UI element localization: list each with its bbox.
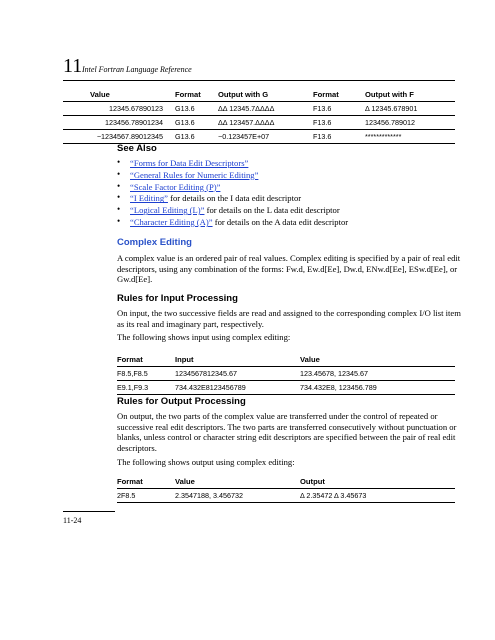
input-complex-table xyxy=(117,353,455,395)
link-description: for details on the A data edit descriptor xyxy=(212,216,349,227)
column-header: Input xyxy=(175,355,194,364)
table-cell: −1234567.89012345 xyxy=(63,130,175,144)
table-cell: G13.6 xyxy=(175,130,218,144)
table-cell: F8.5,F8.5 xyxy=(117,367,175,381)
table-row xyxy=(117,367,455,381)
column-header: Format xyxy=(313,90,339,99)
table-cell: ΔΔ 123457.ΔΔΔΔ xyxy=(218,116,313,130)
table-cell: ΔΔ 12345.7ΔΔΔΔ xyxy=(218,102,313,116)
link-scale-factor[interactable]: “Scale Factor Editing (P)” xyxy=(130,181,221,192)
list-item xyxy=(117,170,348,182)
bullet-icon: • xyxy=(117,215,121,226)
complex-editing-heading: Complex Editing xyxy=(117,237,192,248)
bullet-icon: • xyxy=(117,204,121,215)
link-description: for details on the L data edit descriptor xyxy=(204,205,340,216)
table-cell: 123.45678, 12345.67 xyxy=(300,367,455,381)
table-row xyxy=(63,116,455,130)
output-processing-heading: Rules for Output Processing xyxy=(117,396,246,407)
bullet-icon: • xyxy=(117,157,121,167)
table-cell: −0.123457E+07 xyxy=(218,130,313,144)
table-row xyxy=(63,102,455,116)
table-row xyxy=(117,489,455,503)
table-cell: 734.432E8, 123456.789 xyxy=(300,381,455,395)
see-also-heading: See Also xyxy=(117,143,157,154)
list-item xyxy=(117,182,348,194)
table-header-row xyxy=(117,475,455,489)
complex-editing-paragraph: A complex value is an ordered pair of real values. Complex editing is specified by a pair of real edit descriptors, using any combination of the forms: Fw.d, Ew.d[Ee], Dw.d, ENw.d[Ee], ESw.d[Ee], or Gw.d[Ee]. xyxy=(117,253,461,285)
see-also-list xyxy=(117,158,348,229)
link-character-editing[interactable]: “Character Editing (A)” xyxy=(130,216,213,227)
output-processing-paragraph: On output, the two parts of the complex value are transferred under the control of repeated or successive real edit descriptors. The two parts are transferred consecutively without punctuation or blanks, unless control or character string edit descriptors are specified between the pair of real edit descriptors. xyxy=(117,411,457,453)
input-processing-paragraph: On input, the two successive fields are read and assigned to the corresponding complex I/O list item as its real and imaginary part, respectively. xyxy=(117,308,461,329)
column-header: Value xyxy=(300,355,320,364)
list-item xyxy=(117,205,348,217)
table-cell: Δ 2.35472 Δ 3.45673 xyxy=(300,489,455,503)
column-header: Format xyxy=(175,90,201,99)
column-header: Value xyxy=(175,477,195,486)
page-number: 11-24 xyxy=(63,516,82,525)
link-general-rules[interactable]: “General Rules for Numeric Editing” xyxy=(130,169,259,180)
bullet-icon: • xyxy=(117,180,121,191)
g-f-output-table xyxy=(63,88,455,144)
table-header-row xyxy=(117,353,455,367)
input-processing-heading: Rules for Input Processing xyxy=(117,293,238,304)
column-header: Format xyxy=(117,477,143,486)
footer-rule xyxy=(63,511,115,512)
link-i-editing[interactable]: “I Editing” xyxy=(130,193,168,204)
column-header: Output with F xyxy=(365,90,414,99)
bullet-icon: • xyxy=(117,192,121,203)
link-forms-data-edit[interactable]: “Forms for Data Edit Descriptors” xyxy=(130,158,249,168)
input-table-intro: The following shows input using complex editing: xyxy=(117,332,291,342)
chapter-number: 11 xyxy=(63,55,83,77)
table-cell: G13.6 xyxy=(175,116,218,130)
table-cell: F13.6 xyxy=(313,102,365,116)
output-table-intro: The following shows output using complex editing: xyxy=(117,457,295,467)
list-item xyxy=(117,158,348,170)
column-header: Format xyxy=(117,355,143,364)
table-row xyxy=(117,381,455,395)
table-cell: ************* xyxy=(365,130,455,144)
table-row xyxy=(63,130,455,144)
list-item xyxy=(117,193,348,205)
list-item xyxy=(117,217,348,229)
book-title: Intel Fortran Language Reference xyxy=(82,65,192,74)
table-cell: 123456.789012 xyxy=(365,116,455,130)
table-cell: F13.6 xyxy=(313,130,365,144)
table-cell: 2.3547188, 3.456732 xyxy=(175,489,300,503)
table-cell: 734.432E8123456789 xyxy=(175,381,300,395)
header-rule xyxy=(63,80,455,81)
table-cell: G13.6 xyxy=(175,102,218,116)
bullet-icon: • xyxy=(117,168,121,179)
column-header: Value xyxy=(90,90,110,99)
link-description: for details on the I data edit descriptor xyxy=(167,193,302,204)
table-cell: Δ 12345.678901 xyxy=(365,102,455,116)
table-cell: E9.1,F9.3 xyxy=(117,381,175,395)
table-cell: 12345.67890123 xyxy=(63,102,175,116)
table-cell: F13.6 xyxy=(313,116,365,130)
column-header: Output xyxy=(300,477,325,486)
table-cell: 2F8.5 xyxy=(117,489,175,503)
table-header-row xyxy=(63,88,455,102)
link-logical-editing[interactable]: “Logical Editing (L)” xyxy=(130,205,205,216)
table-cell: 123456.78901234 xyxy=(63,116,175,130)
table-cell: 1234567812345.67 xyxy=(175,367,300,381)
output-complex-table xyxy=(117,475,455,503)
column-header: Output with G xyxy=(218,90,269,99)
